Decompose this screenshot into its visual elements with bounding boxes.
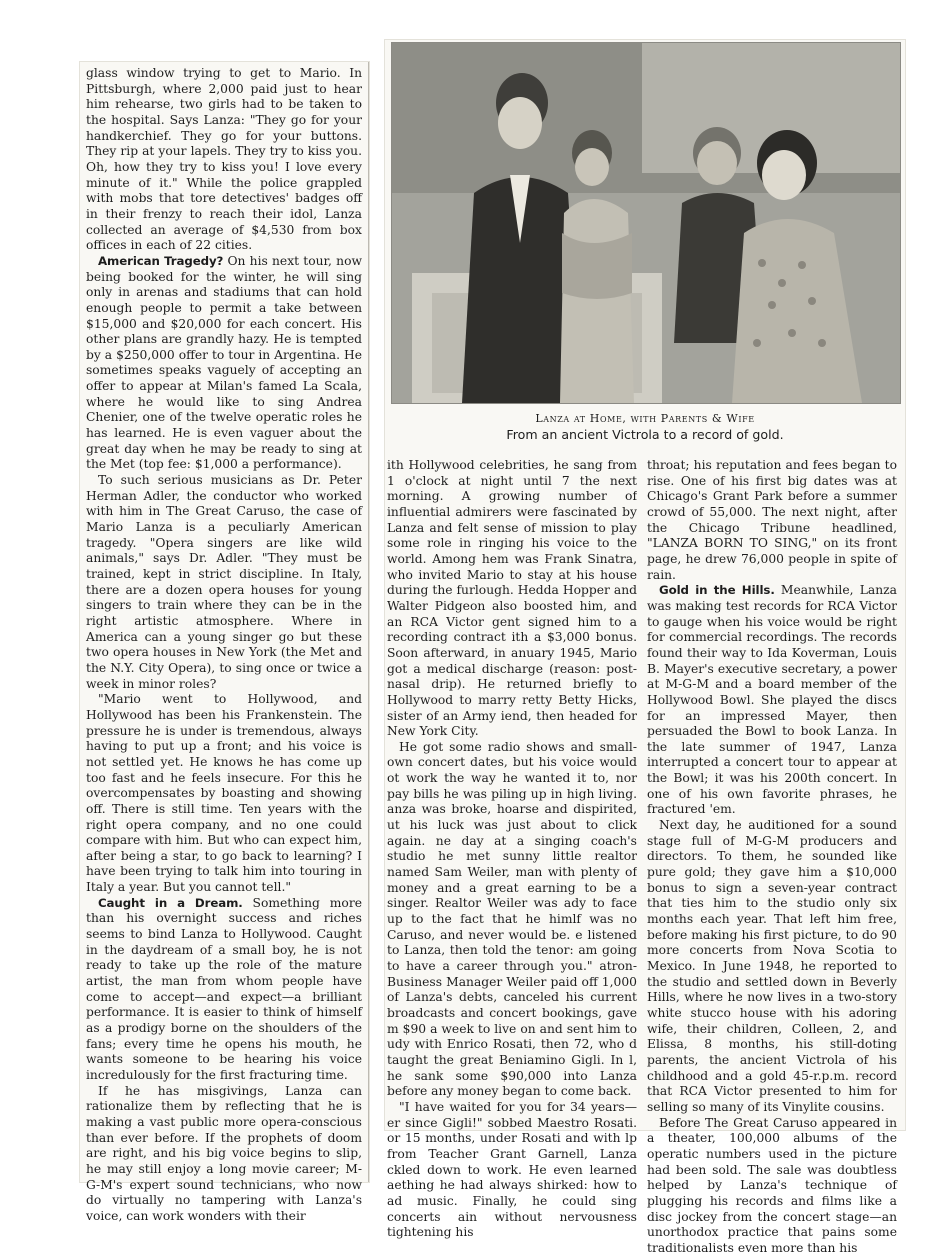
paragraph-text: ith Hollywood celebrities, he sang from 1 o'clock at night until 7 the next morning. A growing number of influential admirers were fascinated by Lanza and felt sense of mission to play some role in ringing his voice to the world. Among hem was Frank Sinatra, who invited Mario to stay at his house during the furlough. Hedda Hopper and Walter Pidgeon also boosted him, and an RCA Victor gent signed him to a recording contract ith a $3,000 bonus. Soon afterward, in anuary 1945, Mario got a medical discharge (reason: post-nasal drip). He returned briefly to Hollywood to marry retty Betty Hicks, sister of an Army iend, then headed for New York City. xyxy=(387,458,637,739)
paragraph-text: Before The Great Caruso appeared in a theater, 100,000 albums of the operatic numbers used in the picture had been sold. The sale was doubtless helped by Lanza's technique of plugging his records and films like a disc jockey from the concert stage—an unorthodox practice that pains some traditionalists even more than his xyxy=(647,1115,897,1255)
section-heading-caught-in-a-dream: Caught in a Dream. xyxy=(98,895,243,910)
left-clipping xyxy=(80,62,369,1223)
paragraph-text: throat; his reputation and fees began to rise. One of his first big dates was at Chicago's Grant Park before a summer crowd of 55,000. The next night, after the Chicago Tribune headlined, "LANZA BORN TO SING," on its front page, he drew 76,000 people in spite of rain. xyxy=(647,458,897,582)
middle-paragraph-3 xyxy=(387,1100,637,1241)
paragraph-text: glass window trying to get to Mario. In Pittsburgh, where 2,000 paid just to hear him rehearse, two girls had to be taken to the hospital. Says Lanza: "They go for your handkerchief. They go for your buttons. They rip at your lapels. They try to kiss you. Oh, how they try to kiss you! I love every minute of it." While the police grappled with mobs that tore detectives' badges off in their frenzy to reach their idol, Lanza collected an average of $4,530 from box offices in each of 22 cities. xyxy=(86,66,362,253)
paragraph-text: Next day, he auditioned for a sound stage full of M-G-M producers and directors. To them, he sounded like pure gold; they gave him a $10,000 bonus to sign a seven-year contract that ties him to the studio only six months each year. That left him free, before making his first picture, to do 90 more concerts from Nova Scotia to Mexico. In June 1948, he reported to the studio and settled down in Beverly Hills, where he now lives in a two-story white stucco house with his adoring wife, their children, Colleen, 2, and Elissa, 8 months, his still-doting parents, the ancient Victrola of his childhood and a gold 45-r.p.m. record that RCA Victor presented to him for selling so many of its Vinylite cousins. xyxy=(647,818,897,1114)
section-heading-american-tragedy: American Tragedy? xyxy=(98,253,224,268)
paragraph-text: Meanwhile, Lanza was making test records for RCA Victor to gauge when his voice would be right for commercial recordings. The records found their way to Ida Koverman, Louis B. Mayer's executive secretary, a power at M-G-M and a board member of the Hollywood Bowl. She played the discs for an impressed Mayer, then persuaded the Bowl to book Lanza. In the late summer of 1947, Lanza interrupted a concert tour to appear at the Bowl; it was his 200th concert. In one of his own favorite phrases, he fractured 'em. xyxy=(647,583,897,817)
left-paragraph-4 xyxy=(86,692,362,896)
right-paragraph-3 xyxy=(647,818,897,1115)
paragraph-text: To such serious musicians as Dr. Peter Herman Adler, the conductor who worked with him in The Great Caruso, the case of Mario Lanza is a peculiarly American tragedy. "Opera singers are like wild animals," says Dr. Adler. "They must be trained, kept in strict discipline. In Italy, there are a dozen opera houses for young singers to train where they can be in the right artistic atmosphere. Where in America can a young singer go but these two opera houses in New York (the Met and the N.Y. City Opera), to sing once or twice a week in minor roles? xyxy=(86,473,362,691)
middle-paragraph-2 xyxy=(387,740,637,1100)
right-paragraph-1 xyxy=(647,458,897,583)
caption-title: Lanza at Home, with Parents & Wife xyxy=(535,412,755,425)
paragraph-text: "I have waited for you for 34 years—er since Gigli!" sobbed Maestro Rosati. or 15 months, under Rosati and with lp from Teacher Grant Garnell, Lanza ckled down to work. He even learned aething he had always shirked: how to ad music. Finally, he could sing concerts ain without nervousness tightening his xyxy=(387,1099,637,1240)
family-photo-illustration xyxy=(392,43,900,403)
paragraph-text: On his next tour, now being booked for the winter, he will sing only in arenas and stadiums that can hold enough people to permit a take between $15,000 and $20,000 for each concert. His other plans are grandly hazy. He is tempted by a $250,000 offer to tour in Argentina. He sometimes speaks vaguely of accepting an offer to appear at Milan's famed La Scala, where he would like to sing Andrea Chenier, one of the twelve operatic roles he has learned. He is even vaguer about the great day when he may be ready to sing at the Met (top fee: $1,000 a performance). xyxy=(86,253,362,472)
right-paragraph-4 xyxy=(647,1116,897,1256)
photo-caption xyxy=(385,412,905,442)
left-paragraph-2 xyxy=(86,254,362,473)
family-photo xyxy=(391,42,901,404)
left-article-column xyxy=(86,66,362,1225)
right-article-column xyxy=(647,458,897,1256)
left-paragraph-3 xyxy=(86,473,362,692)
section-heading-gold-in-the-hills: Gold in the Hills. xyxy=(659,583,775,598)
middle-paragraph-1 xyxy=(387,458,637,740)
right-clipping xyxy=(385,40,905,1255)
paragraph-text: He got some radio shows and small-own concert dates, but his voice would ot work the way he wanted it to, nor pay bills he was piling up in high living. anza was broke, hoarse and dispirited, ut his luck was just about to click again. ne day at a singing coach's studio he met sunny little realtor named Sam Weiler, man with plenty of money and a great earning to be a singer. Realtor Weiler was ady to face up to the fact that he himlf was no Caruso, and never would be. e listened to Lanza, then told the tenor: am going to have a career through you." atron-Business Manager Weiler paid off 1,000 of Lanza's debts, canceled his current broadcasts and concert bookings, gave m $90 a week to live on and sent him to udy with Enrico Rosati, then 72, who d taught the great Beniamino Gigli. In l, he sank some $90,000 into Lanza before any money began to come back. xyxy=(387,739,637,1099)
right-paragraph-2 xyxy=(647,583,897,818)
paragraph-text: Something more than his overnight success and riches seems to bind Lanza to Hollywood. Caught in the daydream of a small boy, he is not ready to take up the role of the mature artist, the man from whom people have come to accept—and expect—a brilliant performance. It is easier to think of himself as a prodigy borne on the shoulders of the fans; every time he opens his mouth, he wants someone to be hearing his voice incredulously for the first fracturing time. xyxy=(86,895,362,1082)
left-paragraph-1 xyxy=(86,66,362,254)
left-paragraph-5 xyxy=(86,896,362,1084)
left-paragraph-6 xyxy=(86,1084,362,1225)
paragraph-text: "Mario went to Hollywood, and Hollywood has been his Frankenstein. The pressure he is under is tremendous, always having to put up a front; and his voice is not settled yet. He knows he has come up too fast and he feels insecure. For this he overcompensates by boasting and showing off. There is still time. Ten years with the right opera company, and no one could compare with him. But who can expect him, after being a star, to go back to learning? I have been trying to talk him into touring in Italy a year. But you cannot tell." xyxy=(86,692,362,895)
middle-article-column xyxy=(387,458,637,1241)
paragraph-text: If he has misgivings, Lanza can rationalize them by reflecting that he is making a vast public more opera-conscious than ever before. If the prophets of doom are right, and his big voice begins to slip, he may still enjoy a long movie career; M-G-M's expert sound technicians, who now do virtually no tampering with Lanza's voice, can work wonders with their xyxy=(86,1083,362,1223)
caption-subtitle: From an ancient Victrola to a record of gold. xyxy=(506,427,784,442)
